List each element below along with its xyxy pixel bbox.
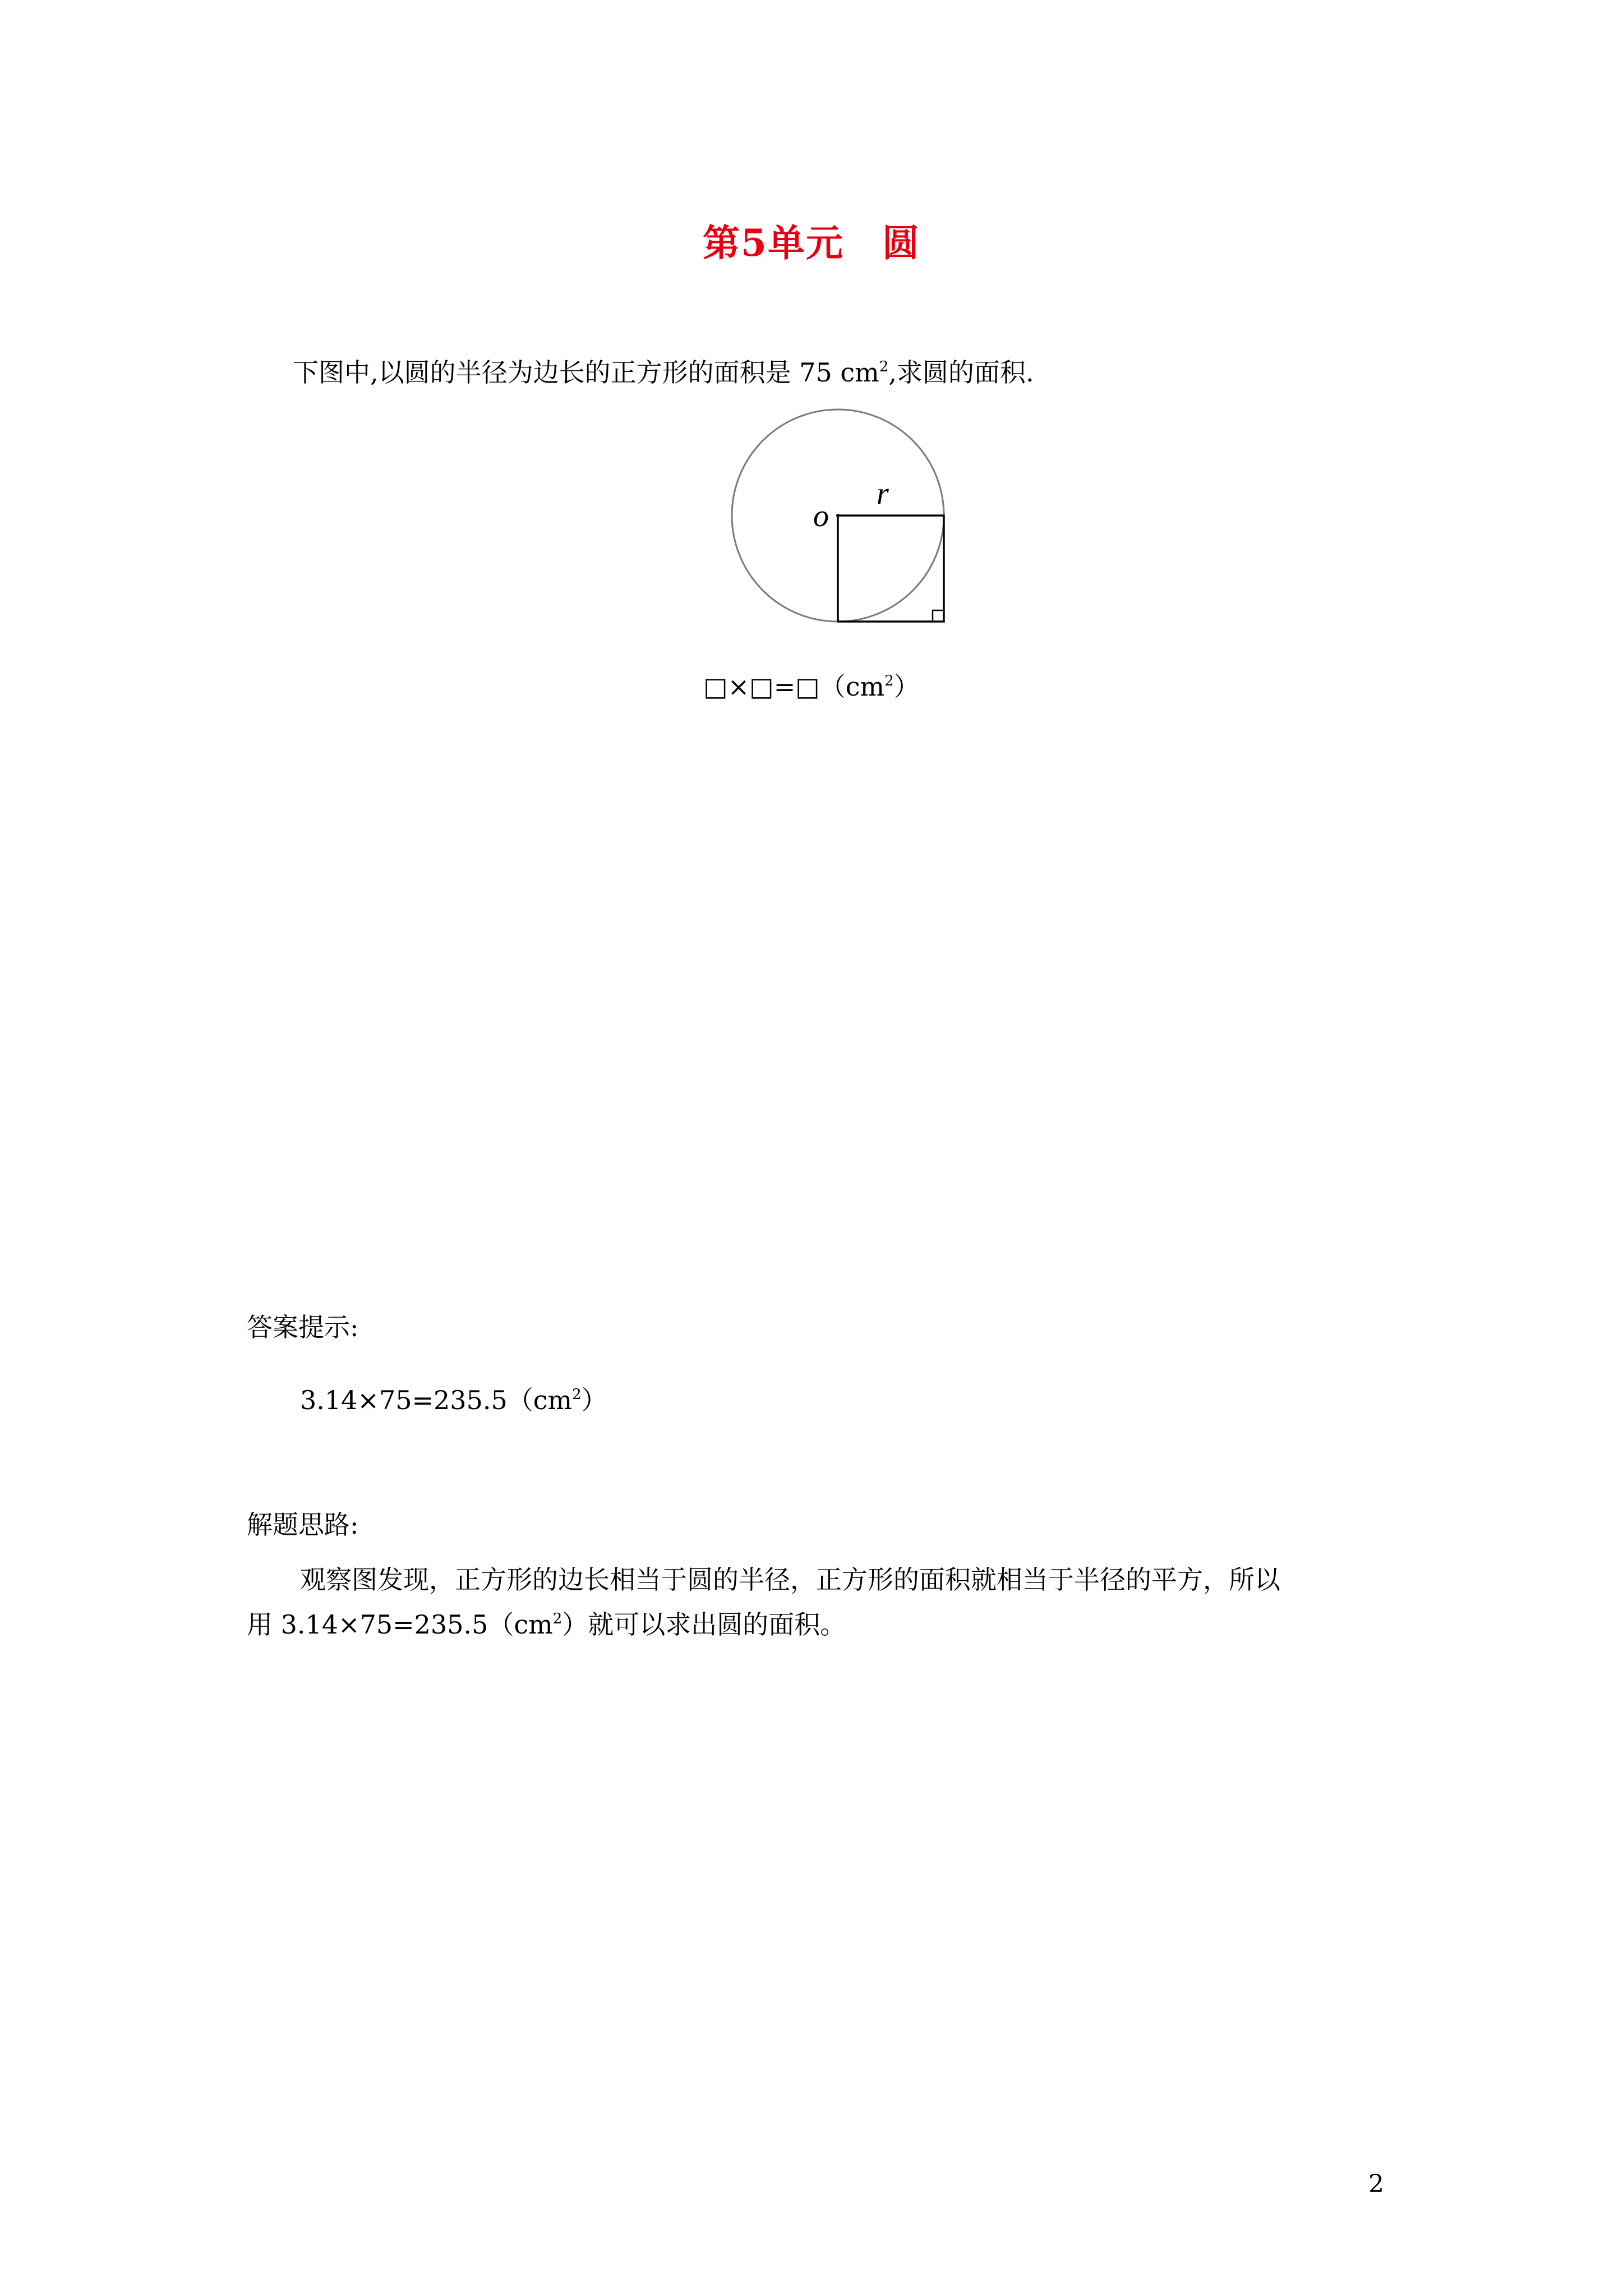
solution-unit-superscript: 2 (552, 1611, 562, 1627)
page-title: 第5单元 圆 (703, 221, 920, 265)
answer-text-main: 3.14×75=235.5（cm (300, 1385, 573, 1415)
radius-square (838, 516, 944, 622)
center-point (836, 514, 840, 517)
answer-unit-superscript: 2 (572, 1386, 582, 1403)
fill-in-equation-superscript: 2 (884, 673, 894, 689)
question-unit-superscript: 2 (879, 358, 889, 375)
question-text (293, 352, 1034, 389)
solution-line-2 (247, 1604, 846, 1641)
center-label: o (813, 499, 829, 533)
fill-in-equation-end: ） (893, 671, 920, 702)
circle-square-diagram (718, 404, 953, 628)
fill-in-equation-main: □×□=□（cm (703, 671, 885, 702)
solution-line-2-main: 用 3.14×75=235.5（cm (247, 1609, 553, 1640)
right-angle-marker (933, 610, 944, 622)
solution-line-2-end: ）就可以求出圆的面积。 (562, 1609, 846, 1640)
answer-text-end: ） (581, 1385, 607, 1415)
fill-in-equation (0, 666, 1623, 703)
answer-text (300, 1380, 607, 1417)
solution-line-1: 观察图发现，正方形的边长相当于圆的半径，正方形的面积就相当于半径的平方，所以 (300, 1565, 1280, 1595)
answer-heading: 答案提示: (247, 1312, 359, 1342)
radius-label: r (877, 476, 889, 511)
question-text-main: 下图中,以圆的半径为边长的正方形的面积是 75 cm (293, 357, 879, 388)
solution-heading: 解题思路: (247, 1510, 359, 1540)
question-text-end: ,求圆的面积. (888, 357, 1034, 388)
page-number: 2 (1368, 2170, 1384, 2198)
